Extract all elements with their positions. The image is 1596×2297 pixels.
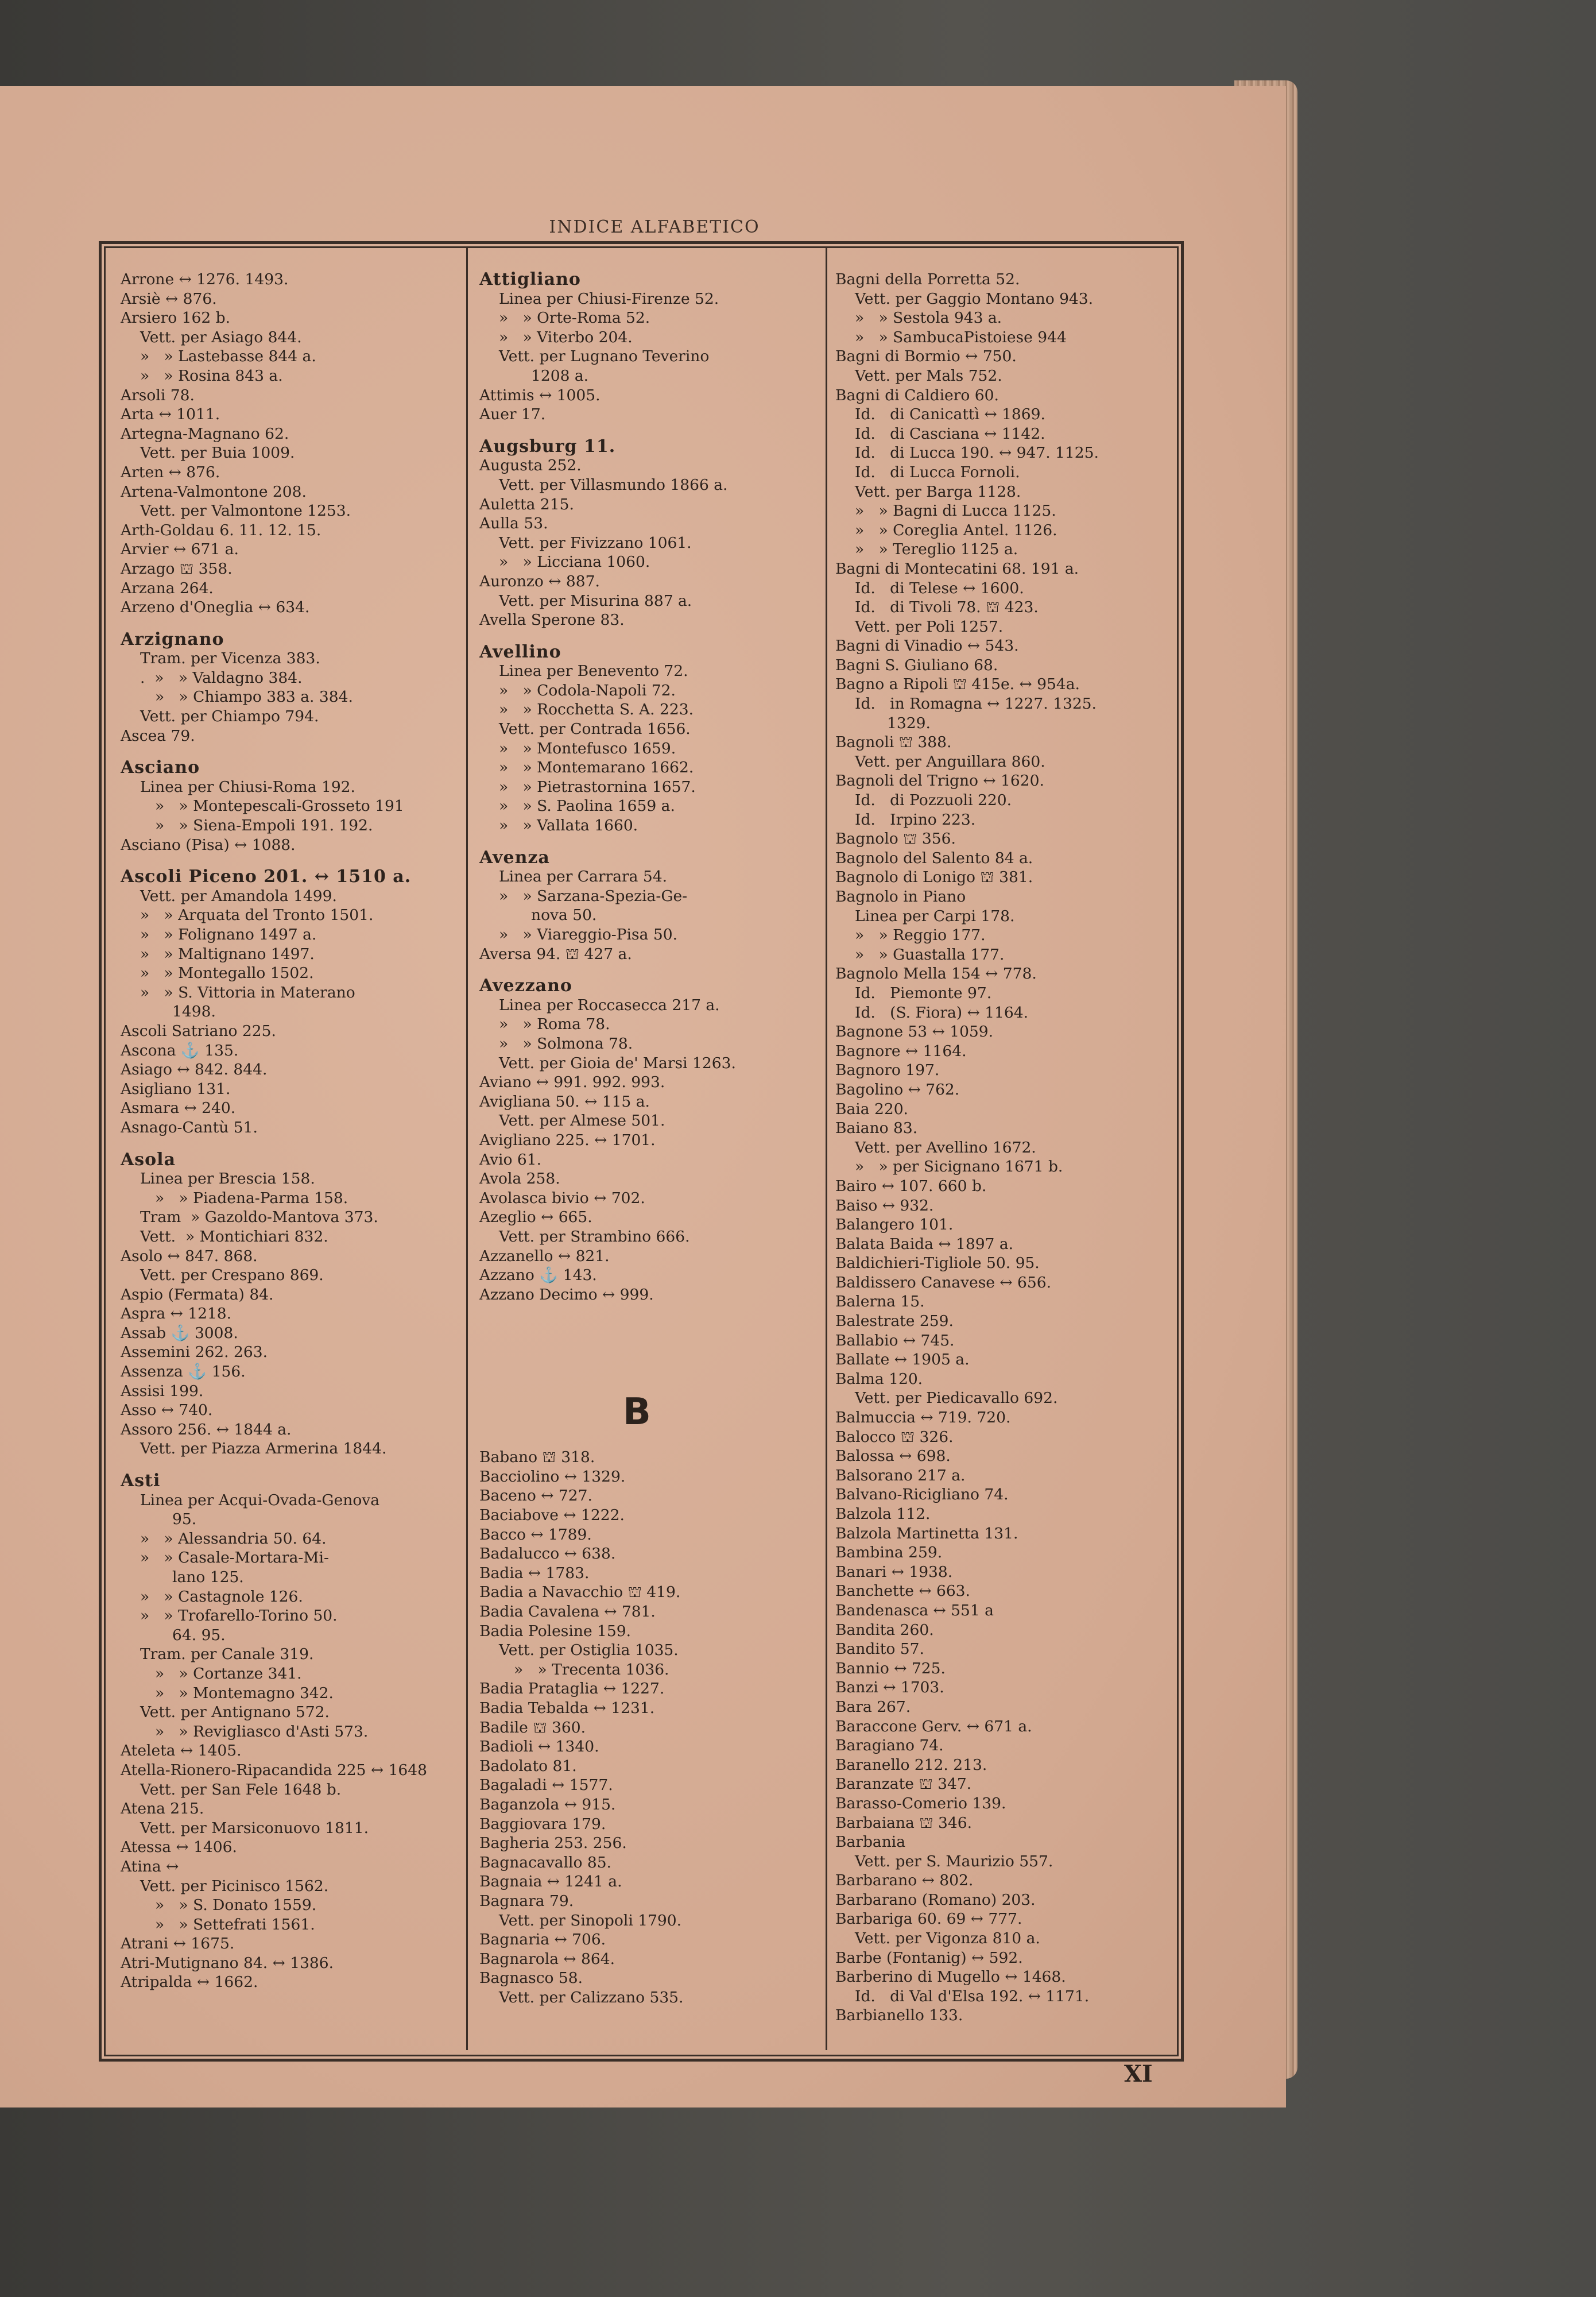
index-entry: Bagni di Montecatini 68. 191 a. (835, 559, 1079, 578)
index-entry: Linea per Benevento 72. (499, 662, 688, 680)
index-entry: Barbianello 133. (835, 2006, 963, 2025)
index-entry: Bagolino ↔ 762. (835, 1080, 960, 1099)
index-entry: Linea per Carpi 178. (855, 907, 1015, 925)
index-entry: » » Folignano 1497 a. (140, 926, 317, 943)
index-entry: Ascoli Satriano 225. (121, 1022, 276, 1040)
index-entry: Barbariga 60. 69 ↔ 777. (835, 1910, 1022, 1928)
index-entry: Atri-Mutignano 84. ↔ 1386. (121, 1954, 334, 1972)
index-entry: » » Montegallo 1502. (140, 964, 314, 983)
index-entry: Bandita 260. (835, 1621, 934, 1639)
index-entry: Vett. per Sinopoli 1790. (499, 1911, 682, 1929)
index-entry: Arrone ↔ 1276. 1493. (121, 270, 289, 288)
index-entry: Bandenasca ↔ 551 a (835, 1601, 994, 1619)
index-entry: Aviano ↔ 991. 992. 993. (479, 1073, 665, 1092)
index-entry: Balma 120. (835, 1370, 923, 1388)
index-entry: Tram » Gazoldo-Mantova 373. (140, 1208, 378, 1227)
index-entry: Balzola 112. (835, 1505, 931, 1523)
index-entry: Atessa ↔ 1406. (121, 1838, 237, 1857)
index-entry: 64. 95. (172, 1626, 226, 1644)
index-entry: » » Montefusco 1659. (499, 739, 676, 757)
index-entry: Vett. per Almese 501. (499, 1112, 665, 1130)
index-entry: Bagnolo ⛫ 356. (835, 830, 956, 848)
index-entry: Id. di Tivoli 78. ⛫ 423. (855, 598, 1039, 617)
index-entry: Asnago-Cantù 51. (121, 1118, 258, 1136)
index-entry: Vett. per Strambino 666. (499, 1227, 690, 1246)
index-entry: Bagnolo in Piano (835, 888, 966, 906)
index-entry: Id. di Canicattì ↔ 1869. (855, 405, 1045, 424)
index-entry: Arzago ⛫ 358. (121, 559, 233, 578)
index-entry: » » Settefrati 1561. (155, 1915, 315, 1933)
index-entry: Avigliana 50. ↔ 115 a. (479, 1092, 650, 1111)
index-entry: Vett. per Fivizzano 1061. (499, 533, 692, 552)
index-entry: » » Montemagno 342. (155, 1684, 334, 1702)
index-entry: Ascona ⚓ 135. (121, 1041, 239, 1059)
index-entry: Bagheria 253. 256. (479, 1834, 627, 1853)
index-entry: Bagnone 53 ↔ 1059. (835, 1023, 994, 1041)
index-heading: Asti (121, 1471, 161, 1491)
index-entry: » » Tereglio 1125 a. (855, 540, 1018, 559)
index-entry: Id. di Telese ↔ 1600. (855, 579, 1024, 597)
index-entry: Linea per Acqui-Ovada-Genova (140, 1491, 380, 1509)
index-entry: » » Revigliasco d'Asti 573. (155, 1722, 369, 1741)
index-entry: Bagnore ↔ 1164. (835, 1042, 967, 1060)
index-entry: Atrani ↔ 1675. (121, 1935, 235, 1953)
index-entry: Azzanello ↔ 821. (479, 1247, 610, 1265)
index-entry: Id. di Pozzuoli 220. (855, 791, 1012, 810)
index-entry: Atella-Rionero-Ripacandida 225 ↔ 1648 (121, 1761, 428, 1779)
index-entry: Baranello 212. 213. (835, 1755, 987, 1774)
index-entry: Bacco ↔ 1789. (479, 1525, 592, 1544)
index-entry: Vett. per Vigonza 810 a. (855, 1929, 1040, 1948)
index-heading: Augsburg 11. (479, 436, 616, 457)
index-entry: Linea per Chiusi-Roma 192. (140, 778, 355, 796)
index-entry: Assenza ⚓ 156. (121, 1363, 246, 1381)
index-entry: Baganzola ↔ 915. (479, 1795, 616, 1813)
index-entry: Arth-Goldau 6. 11. 12. 15. (121, 521, 321, 539)
index-entry: Bagni della Porretta 52. (835, 270, 1020, 288)
index-entry: Vett. per Amandola 1499. (140, 887, 337, 905)
index-entry: Vett. per Avellino 1672. (855, 1138, 1036, 1157)
index-entry: . » » Valdagno 384. (140, 668, 303, 687)
index-entry: » » Maltignano 1497. (140, 945, 315, 963)
index-entry: Id. (S. Fiora) ↔ 1164. (855, 1003, 1029, 1022)
index-entry: Bannio ↔ 725. (835, 1659, 946, 1677)
index-entry: Avigliano 225. ↔ 1701. (479, 1131, 656, 1149)
index-entry: Avella Sperone 83. (479, 611, 625, 629)
index-entry: Arsiè ↔ 876. (121, 289, 217, 308)
index-entry: Baiano 83. (835, 1119, 918, 1138)
index-heading: Asciano (121, 757, 200, 778)
index-entry: 1498. (172, 1003, 216, 1021)
index-heading: Attigliano (479, 270, 581, 289)
index-entry: » » Reggio 177. (855, 926, 986, 945)
index-entry: Badolato 81. (479, 1757, 577, 1775)
index-entry: Bairo ↔ 107. 660 b. (835, 1177, 987, 1195)
page-number: XI (1124, 2060, 1153, 2087)
index-entry: » » Trecenta 1036. (514, 1660, 669, 1679)
index-entry: Badia a Navacchio ⛫ 419. (479, 1583, 681, 1602)
index-entry: Barbaiana ⛫ 346. (835, 1813, 973, 1832)
index-entry: Badia Cavalena ↔ 781. (479, 1603, 656, 1621)
index-column-1 (121, 270, 459, 2027)
index-entry: Linea per Chiusi-Firenze 52. (499, 289, 719, 308)
index-entry: » » Vallata 1660. (499, 817, 638, 835)
index-entry: Arta ↔ 1011. (121, 405, 220, 424)
index-entry: » » Montemarano 1662. (499, 759, 694, 777)
index-entry: Vett. per Anguillara 860. (855, 752, 1045, 771)
index-entry: 1208 a. (531, 366, 589, 385)
index-entry: Vett. per Gaggio Montano 943. (855, 289, 1094, 308)
index-entry: Artena-Valmontone 208. (121, 482, 307, 501)
index-entry: » » Castagnole 126. (140, 1587, 303, 1606)
index-entry: Vett. per Crespano 869. (140, 1266, 324, 1285)
index-entry: » » Siena-Empoli 191. 192. (155, 817, 373, 835)
index-entry: Assoro 256. ↔ 1844 a. (121, 1420, 292, 1438)
index-entry: Vett. » Montichiari 832. (140, 1227, 328, 1246)
index-entry: 95. (172, 1510, 197, 1529)
index-entry: Asolo ↔ 847. 868. (121, 1247, 258, 1265)
index-entry: Vett. per Mals 752. (855, 366, 1002, 385)
index-heading: Asola (121, 1149, 176, 1170)
index-entry: Aspra ↔ 1218. (121, 1305, 232, 1323)
index-entry: » » SambucaPistoiese 944 (855, 328, 1067, 346)
index-entry: Baia 220. (835, 1100, 908, 1118)
index-entry: Badile ⛫ 360. (479, 1718, 586, 1737)
index-entry: Vett. per Poli 1257. (855, 617, 1004, 636)
index-entry: Balsorano 217 a. (835, 1466, 966, 1484)
index-entry: » » Roma 78. (499, 1015, 610, 1034)
index-entry: Bagnoli del Trigno ↔ 1620. (835, 772, 1044, 790)
index-entry: Azeglio ↔ 665. (479, 1208, 592, 1227)
index-entry: Bagnolo di Lonigo ⛫ 381. (835, 868, 1033, 887)
index-entry: Bagnoli ⛫ 388. (835, 733, 952, 752)
index-entry: Bagni di Bormio ↔ 750. (835, 347, 1017, 366)
index-entry: Banzi ↔ 1703. (835, 1679, 944, 1697)
index-entry: Bambina 259. (835, 1544, 943, 1562)
index-entry: » » Licciana 1060. (499, 553, 650, 571)
index-entry: Id. in Romagna ↔ 1227. 1325. (855, 695, 1097, 713)
index-entry: » » per Sicignano 1671 b. (855, 1158, 1063, 1176)
index-entry: Barbe (Fontanig) ↔ 592. (835, 1948, 1023, 1967)
index-entry: » » Orte-Roma 52. (499, 309, 650, 327)
index-entry: Badia Tebalda ↔ 1231. (479, 1699, 655, 1717)
index-entry: Balvano-Ricigliano 74. (835, 1486, 1009, 1504)
index-entry: » » Lastebasse 844 a. (140, 347, 316, 366)
index-entry: Arvier ↔ 671 a. (121, 540, 239, 559)
index-heading: Ascoli Piceno 201. ↔ 1510 a. (121, 867, 412, 887)
index-entry: » » Rocchetta S. A. 223. (499, 701, 694, 719)
index-heading: Arzignano (121, 629, 224, 649)
index-entry: Auletta 215. (479, 495, 574, 513)
index-entry: Atina ↔ (121, 1857, 179, 1876)
index-entry: Baldissero Canavese ↔ 656. (835, 1273, 1052, 1291)
index-entry: Atena 215. (121, 1800, 204, 1818)
index-entry: Auer 17. (479, 405, 546, 424)
index-entry: » » Bagni di Lucca 1125. (855, 502, 1056, 520)
index-entry: Avio 61. (479, 1150, 542, 1169)
index-entry: » » Viareggio-Pisa 50. (499, 926, 677, 943)
index-entry: Balocco ⛫ 326. (835, 1428, 954, 1446)
index-entry: Vett. per Valmontone 1253. (140, 502, 351, 520)
index-entry: Vett. per Asiago 844. (140, 328, 302, 346)
index-entry: Vett. per Piazza Armerina 1844. (140, 1440, 387, 1458)
index-entry: Asciano (Pisa) ↔ 1088. (121, 836, 296, 854)
index-entry: Bagnaia ↔ 1241 a. (479, 1873, 622, 1891)
index-entry: Bagnacavallo 85. (479, 1853, 611, 1871)
index-entry: Barbania (835, 1833, 906, 1851)
index-entry: » » Chiampo 383 a. 384. (155, 688, 353, 706)
index-entry: Balerna 15. (835, 1293, 925, 1311)
index-entry: Avola 258. (479, 1170, 560, 1188)
index-entry: Bagnolo del Salento 84 a. (835, 849, 1033, 867)
index-entry: Arsoli 78. (121, 386, 195, 404)
index-entry: » » Alessandria 50. 64. (140, 1529, 327, 1548)
column-rule (466, 247, 468, 2050)
index-entry: Vett. per San Fele 1648 b. (140, 1780, 342, 1799)
index-entry: Vett. per Villasmundo 1866 a. (499, 475, 728, 494)
index-entry: Baggiovara 179. (479, 1815, 606, 1833)
index-entry: » » S. Vittoria in Materano (140, 983, 355, 1001)
index-entry: Asiago ↔ 842. 844. (121, 1061, 268, 1079)
index-entry: Vett. per Piedicavallo 692. (855, 1389, 1058, 1407)
index-entry: Aversa 94. ⛫ 427 a. (479, 945, 632, 963)
index-entry: Bagnolo Mella 154 ↔ 778. (835, 965, 1037, 983)
index-entry: Assab ⚓ 3008. (121, 1324, 238, 1342)
index-entry: Baceno ↔ 727. (479, 1487, 592, 1505)
index-entry: Baranzate ⛫ 347. (835, 1775, 972, 1793)
index-entry: Bagnara 79. (479, 1892, 574, 1910)
index-entry: Bagni di Vinadio ↔ 543. (835, 637, 1019, 655)
index-entry: Azzano ⚓ 143. (479, 1266, 597, 1285)
index-entry: Id. di Val d'Elsa 192. ↔ 1171. (855, 1987, 1090, 2005)
index-entry: Tram. per Canale 319. (140, 1645, 314, 1664)
section-letter: B (623, 1391, 651, 1433)
index-entry: » » S. Paolina 1659 a. (499, 797, 675, 815)
index-entry: Bagnasco 58. (479, 1969, 583, 1987)
index-entry: Baiso ↔ 932. (835, 1196, 934, 1215)
index-entry: Balata Baida ↔ 1897 a. (835, 1235, 1014, 1253)
index-entry: » » Rosina 843 a. (140, 366, 283, 385)
index-entry: Atripalda ↔ 1662. (121, 1973, 258, 1991)
index-entry: Auronzo ↔ 887. (479, 572, 600, 590)
index-entry: Balmuccia ↔ 719. 720. (835, 1409, 1011, 1427)
index-entry: Avolasca bivio ↔ 702. (479, 1189, 645, 1207)
index-entry: Badia Prataglia ↔ 1227. (479, 1680, 665, 1698)
index-entry: Vett. per Ostiglia 1035. (499, 1641, 679, 1660)
index-entry: » » Coreglia Antel. 1126. (855, 521, 1057, 539)
index-entry: » » Viterbo 204. (499, 328, 633, 346)
index-entry: Id. Irpino 223. (855, 810, 976, 829)
index-entry: Arten ↔ 876. (121, 463, 220, 481)
index-entry: Barasso-Comerio 139. (835, 1794, 1006, 1812)
index-entry: Barbarano ↔ 802. (835, 1871, 974, 1890)
index-entry: Vett. per Antignano 572. (140, 1703, 330, 1722)
index-entry: Vett. per Barga 1128. (855, 482, 1021, 501)
index-entry: nova 50. (531, 906, 597, 925)
index-entry: » » Guastalla 177. (855, 945, 1005, 964)
index-heading: Avenza (479, 847, 550, 868)
index-entry: » » Piadena-Parma 158. (155, 1189, 348, 1207)
index-entry: Vett. per Gioia de' Marsi 1263. (499, 1054, 736, 1072)
index-entry: Balestrate 259. (835, 1312, 954, 1331)
index-entry: » » Montepescali-Grosseto 191 (155, 797, 404, 815)
index-heading: Avezzano (479, 976, 572, 996)
index-entry: Linea per Brescia 158. (140, 1170, 315, 1188)
running-title: INDICE ALFABETICO (549, 217, 760, 237)
index-entry: Vett. per Misurina 887 a. (499, 591, 692, 610)
index-entry: Balossa ↔ 698. (835, 1447, 951, 1465)
index-heading: Avellino (479, 641, 561, 662)
index-entry: Arsiero 162 b. (121, 309, 230, 327)
index-entry: Ascea 79. (121, 726, 195, 745)
index-entry: Bagni S. Giuliano 68. (835, 656, 998, 674)
index-entry: » » Sarzana-Spezia-Ge- (499, 887, 688, 905)
index-entry: Id. di Casciana ↔ 1142. (855, 424, 1045, 443)
index-entry: Badioli ↔ 1340. (479, 1738, 599, 1756)
index-entry: » » Cortanze 341. (155, 1664, 302, 1683)
index-entry: Id. di Lucca Fornoli. (855, 463, 1020, 481)
index-entry: Vett. per Calizzano 535. (499, 1988, 684, 2006)
index-entry: Id. di Lucca 190. ↔ 947. 1125. (855, 444, 1099, 462)
index-entry: Baraccone Gerv. ↔ 671 a. (835, 1717, 1032, 1735)
index-entry: Banchette ↔ 663. (835, 1582, 970, 1600)
index-entry: Baldichieri-Tigliole 50. 95. (835, 1254, 1040, 1273)
index-entry: » » Trofarello-Torino 50. (140, 1607, 338, 1625)
index-entry: Barbarano (Romano) 203. (835, 1890, 1036, 1909)
index-entry: Linea per Roccasecca 217 a. (499, 996, 720, 1014)
index-entry: » » Codola-Napoli 72. (499, 681, 676, 699)
index-entry: Vett. per Picinisco 1562. (140, 1877, 329, 1895)
index-entry: Aulla 53. (479, 515, 548, 533)
index-entry: Assisi 199. (121, 1382, 204, 1400)
index-entry: Banari ↔ 1938. (835, 1563, 953, 1581)
index-entry: Asso ↔ 740. (121, 1401, 213, 1420)
index-entry: Bagaladi ↔ 1577. (479, 1776, 613, 1795)
index-entry: » » Casale-Mortara-Mi- (140, 1549, 329, 1567)
index-entry: Vett. per Buia 1009. (140, 444, 295, 462)
index-entry: Vett. per Contrada 1656. (499, 720, 691, 738)
index-entry: » » Solmona 78. (499, 1034, 633, 1053)
index-entry: Bandito 57. (835, 1640, 924, 1658)
index-entry: Ballate ↔ 1905 a. (835, 1351, 970, 1369)
index-entry: Tram. per Vicenza 383. (140, 649, 320, 668)
index-entry: Baragiano 74. (835, 1737, 944, 1755)
index-entry: Balangero 101. (835, 1216, 954, 1234)
column-rule (826, 247, 827, 2050)
index-entry: » » S. Donato 1559. (155, 1896, 317, 1915)
index-entry: Bara 267. (835, 1697, 911, 1716)
index-entry: » » Sestola 943 a. (855, 309, 1002, 327)
index-entry: Aspio (Fermata) 84. (121, 1285, 274, 1304)
index-entry: Azzano Decimo ↔ 999. (479, 1285, 654, 1304)
index-entry: Badalucco ↔ 638. (479, 1545, 616, 1563)
index-entry: Attimis ↔ 1005. (479, 386, 601, 404)
index-entry: Bagno a Ripoli ⛫ 415e. ↔ 954a. (835, 675, 1080, 694)
index-entry: » » Arquata del Tronto 1501. (140, 906, 374, 925)
index-entry: Vett. per Marsiconuovo 1811. (140, 1819, 369, 1837)
index-entry: Ballabio ↔ 745. (835, 1331, 955, 1349)
index-entry: Balzola Martinetta 131. (835, 1524, 1018, 1542)
index-entry: Vett. per Lugnano Teverino (499, 347, 710, 366)
index-entry: Bacciolino ↔ 1329. (479, 1467, 626, 1486)
index-entry: Id. Piemonte 97. (855, 984, 992, 1002)
index-entry: Augusta 252. (479, 457, 582, 475)
index-entry: Bagnarola ↔ 864. (479, 1950, 615, 1968)
index-entry: Arzana 264. (121, 579, 214, 597)
index-entry: Bagnaria ↔ 706. (479, 1931, 606, 1949)
index-column-3 (835, 270, 1174, 2027)
index-entry: Ateleta ↔ 1405. (121, 1742, 242, 1760)
index-entry: Assemini 262. 263. (121, 1343, 268, 1362)
index-entry: Badia ↔ 1783. (479, 1564, 590, 1582)
index-entry: Barberino di Mugello ↔ 1468. (835, 1968, 1066, 1986)
index-entry: Artegna-Magnano 62. (121, 424, 289, 443)
index-entry: lano 125. (172, 1568, 244, 1586)
index-entry: Babano ⛫ 318. (479, 1448, 595, 1467)
index-entry: Vett. per S. Maurizio 557. (855, 1852, 1053, 1870)
index-column-2 (479, 270, 818, 2027)
index-entry: Arzeno d'Oneglia ↔ 634. (121, 598, 310, 617)
index-entry: Linea per Carrara 54. (499, 868, 668, 886)
index-entry: Bagnoro 197. (835, 1061, 940, 1080)
index-entry: Badia Polesine 159. (479, 1622, 632, 1640)
index-entry: Vett. per Chiampo 794. (140, 707, 319, 726)
index-entry: Baciabove ↔ 1222. (479, 1506, 625, 1525)
index-entry: Asmara ↔ 240. (121, 1099, 236, 1117)
index-entry: 1329. (887, 714, 931, 732)
index-entry: Asigliano 131. (121, 1080, 231, 1098)
index-entry: » » Pietrastornina 1657. (499, 778, 696, 796)
index-entry: Bagni di Caldiero 60. (835, 386, 999, 404)
